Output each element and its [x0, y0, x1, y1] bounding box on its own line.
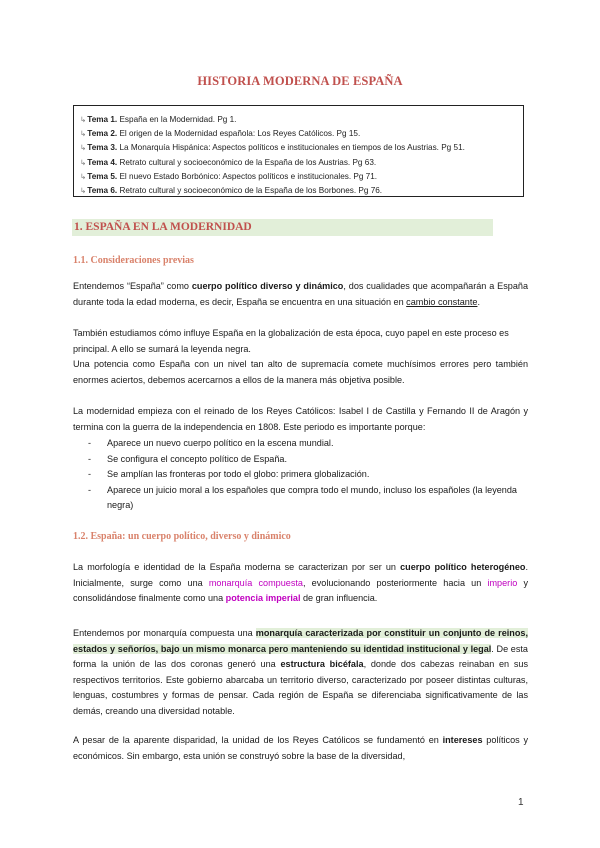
paragraph-7: A pesar de la aparente disparidad, la unidad de los Reyes Católicos se fundamentó en intereses políticos y económicos. Sin embargo, esta unión se construyó sobre la base de la diversidad, — [73, 735, 528, 761]
subsection-heading-1-1: 1.1. Consideraciones previas — [73, 255, 194, 266]
toc-item-5[interactable]: ↳Tema 5. El nuevo Estado Borbónico: Aspectos políticos e institucionales. Pg 71. — [80, 171, 378, 181]
list-item: - Aparece un juicio moral a los españoles que compra todo el mundo, incluso los españoles (la leyenda negra) — [88, 484, 517, 511]
paragraph-6: Entendemos por monarquía compuesta una monarquía caracterizada por constituir un conjunto de reinos, estados y señoríos, bajo un mismo monarca pero manteniendo su identidad institucional y legal. De esta forma la unión de las dos coronas generó una estructura bicéfala, donde dos cabezas reinaban en sus respectivos territorios. Este gobierno abarcaba un territorio diverso, caracterizado por poseer distintas culturas, lenguas, costumbres y formas de pensar. Cada región de España se diferenciaba significativamente de las demás, creando una diversidad notable. — [73, 628, 528, 716]
paragraph-1: Entendemos “España” como cuerpo político diverso y dinámico, dos cualidades que acompañarán a España durante toda la edad moderna, es decir, España se encuentra en una situación en cambio constante. — [73, 281, 529, 307]
paragraph-3: Una potencia como España con un nivel tan alto de supremacía comete muchísimos errores pero también enormes aciertos, debemos acercarnos a ellos de la manera más objetiva posible. — [73, 359, 528, 385]
bullet-list — [88, 436, 528, 514]
arrow-icon: ↳ — [80, 157, 87, 167]
toc-item-2[interactable]: ↳Tema 2. El origen de la Modernidad española: Los Reyes Católicos. Pg 15. — [80, 129, 361, 139]
arrow-icon: ↳ — [80, 143, 87, 153]
subsection-heading-1-2: 1.2. España: un cuerpo político, diverso y dinámico — [73, 531, 291, 542]
page-number: 1 — [518, 797, 524, 808]
paragraph-5: La morfología e identidad de la España moderna se caracterizan por ser un cuerpo político heterogéneo. Inicialmente, surge como una monarquía compuesta, evolucionando posteriormente hacia un imperio y consolidándose finalmente como una potencia imperial de gran influencia. — [73, 562, 528, 604]
list-item: - Aparece un nuevo cuerpo político en la escena mundial. — [88, 438, 334, 448]
section-heading-1: 1. ESPAÑA EN LA MODERNIDAD — [72, 219, 493, 236]
arrow-icon: ↳ — [80, 186, 87, 196]
list-item: - Se configura el concepto político de España. — [88, 453, 287, 464]
list-item: - Se amplían las fronteras por todo el globo: primera globalización. — [88, 469, 370, 480]
document-title: HISTORIA MODERNA DE ESPAÑA — [197, 74, 403, 88]
paragraph-4: La modernidad empieza con el reinado de los Reyes Católicos: Isabel I de Castilla y Fernando II de Aragón y termina con la guerra de la independencia en 1808. Este periodo es importante porque: — [73, 406, 528, 432]
toc-item-3[interactable]: ↳Tema 3. La Monarquía Hispánica: Aspectos políticos e institucionales en tiempos de los Austrias. Pg 51. — [80, 143, 465, 153]
toc-item-1[interactable]: ↳Tema 1. España en la Modernidad. Pg 1. — [80, 115, 237, 124]
arrow-icon: ↳ — [80, 171, 87, 181]
arrow-icon: ↳ — [80, 115, 87, 124]
table-of-contents — [73, 105, 524, 197]
toc-item-4[interactable]: ↳Tema 4. Retrato cultural y socioeconómico de la España de los Austrias. Pg 63. — [80, 157, 377, 167]
toc-item-6[interactable]: ↳Tema 6. Retrato cultural y socioeconómico de la España de los Borbones. Pg 76. — [80, 186, 383, 196]
arrow-icon: ↳ — [80, 129, 87, 139]
paragraph-2: También estudiamos cómo influye España en la globalización de esta época, cuyo papel en este proceso es principal. A ello se sumará la leyenda negra. — [73, 328, 509, 354]
